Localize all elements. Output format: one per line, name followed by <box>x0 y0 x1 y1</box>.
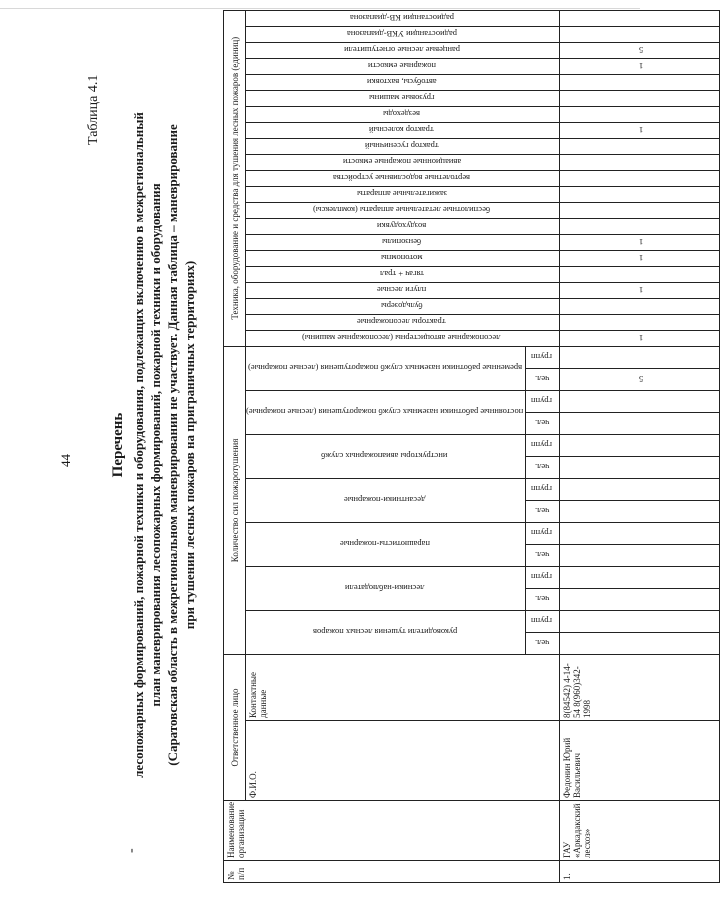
table-number: Таблица 4.1 <box>86 74 101 145</box>
header-num: № п/п <box>224 861 560 883</box>
forces-col-3: десантники-пожарные <box>246 479 526 523</box>
header-org: Наименование организации <box>224 801 560 861</box>
forces-col-6: временные работники наземных служб пожаротушения (лесные пожарные) <box>246 346 526 390</box>
unit-grupp: групп <box>526 567 560 589</box>
header-fio: Ф.И.О. <box>246 721 560 801</box>
forces-value-10 <box>560 413 720 435</box>
title-line-2: план маневрирования лесопожарных формирований, пожарной техники и оборудования <box>148 183 163 707</box>
equipment-value-4 <box>560 266 720 282</box>
equipment-value-0: 1 <box>560 330 720 346</box>
row-num: 1. <box>560 861 720 883</box>
row-org: ГАУ «Аркадакский лесхоз» <box>560 801 720 861</box>
unit-chel: чел. <box>526 545 560 567</box>
unit-grupp: групп <box>526 346 560 368</box>
equipment-col-12: трактор гусеничный <box>246 138 560 154</box>
equipment-value-8 <box>560 202 720 218</box>
equipment-value-16 <box>560 74 720 90</box>
equipment-value-13: 1 <box>560 122 720 138</box>
forces-value-6 <box>560 501 720 523</box>
equipment-col-20: радиостанции КВ-диапазона <box>246 10 560 26</box>
forces-col-4: инструкторы авиапожарных служб <box>246 435 526 479</box>
row-contacts: 8(84542) 4-14-54 8(960)342-1998 <box>560 655 720 721</box>
equipment-col-11: авиационные пожарные емкости <box>246 154 560 170</box>
forces-value-11 <box>560 391 720 413</box>
forces-value-13 <box>560 346 720 368</box>
unit-grupp: групп <box>526 611 560 633</box>
equipment-col-17: пожарные емкости <box>246 58 560 74</box>
equipment-col-9: зажигательные аппараты <box>246 186 560 202</box>
equipment-value-1 <box>560 314 720 330</box>
equipment-value-3: 1 <box>560 282 720 298</box>
equipment-value-18: 5 <box>560 42 720 58</box>
forces-value-7 <box>560 479 720 501</box>
unit-grupp: групп <box>526 435 560 457</box>
equipment-col-6: бензопилы <box>246 234 560 250</box>
equipment-value-20 <box>560 10 720 26</box>
forces-value-3 <box>560 567 720 589</box>
unit-chel: чел. <box>526 457 560 479</box>
equipment-value-17: 1 <box>560 58 720 74</box>
title-line-0: Перечень <box>110 412 126 478</box>
equipment-value-7 <box>560 218 720 234</box>
equipment-col-3: плуги лесные <box>246 282 560 298</box>
equipment-value-6: 1 <box>560 234 720 250</box>
unit-chel: чел. <box>526 501 560 523</box>
unit-chel: чел. <box>526 589 560 611</box>
equipment-col-0: лесопожарные автоцистерны (лесопожарные машины) <box>246 330 560 346</box>
forces-value-9 <box>560 435 720 457</box>
forces-col-5: постоянные работники наземных служб пожаротушения (лесные пожарные) <box>246 391 526 435</box>
equipment-table <box>223 10 720 883</box>
header-responsible: Ответственное лицо <box>224 655 246 801</box>
forces-col-1: лесники-наблюдатели <box>246 567 526 611</box>
header-contacts: Контактные данные <box>246 655 560 721</box>
forces-value-0 <box>560 633 720 655</box>
equipment-value-5: 1 <box>560 250 720 266</box>
equipment-col-16: автобусы, вахтовки <box>246 74 560 90</box>
forces-value-1 <box>560 611 720 633</box>
forces-value-8 <box>560 457 720 479</box>
equipment-col-19: радиостанции УКВ-диапазона <box>246 26 560 42</box>
header-forces: Количество сил пожаротушения <box>224 346 246 654</box>
equipment-value-15 <box>560 90 720 106</box>
equipment-value-9 <box>560 186 720 202</box>
equipment-col-7: воздуходувки <box>246 218 560 234</box>
equipment-col-4: тягач + трал <box>246 266 560 282</box>
equipment-col-2: бульдозеры <box>246 298 560 314</box>
equipment-col-18: ранцевые лесные огнетушители <box>246 42 560 58</box>
forces-value-2 <box>560 589 720 611</box>
forces-value-12: 5 <box>560 369 720 391</box>
forces-value-5 <box>560 523 720 545</box>
equipment-value-2 <box>560 298 720 314</box>
title-line-1: лесопожарных формирований, пожарной техники и оборудования, подлежащих включению в межрегиональный <box>131 112 146 778</box>
title-line-4: при тушении лесных пожаров на приграничных территориях) <box>182 260 197 630</box>
unit-chel: чел. <box>526 369 560 391</box>
unit-chel: чел. <box>526 413 560 435</box>
row-fio: Федонин Юрий Васильевич <box>560 721 720 801</box>
equipment-value-10 <box>560 170 720 186</box>
title-line-3: (Саратовская область в межрегиональном маневрировании не участвует. Данная таблица – маневрирование <box>165 124 180 766</box>
equipment-col-10: вертолетные водосливные устройства <box>246 170 560 186</box>
equipment-value-19 <box>560 26 720 42</box>
unit-grupp: групп <box>526 523 560 545</box>
equipment-value-11 <box>560 154 720 170</box>
equipment-col-1: тракторы лесопожарные <box>246 314 560 330</box>
unit-grupp: групп <box>526 391 560 413</box>
equipment-col-5: мотопомпы <box>246 250 560 266</box>
equipment-value-12 <box>560 138 720 154</box>
header-equipment: Техника, оборудование и средства для тушения лесных пожаров (единиц) <box>224 10 246 346</box>
equipment-col-8: беспилотные летательные аппараты (комплексы) <box>246 202 560 218</box>
equipment-col-15: грузовые машины <box>246 90 560 106</box>
equipment-col-13: трактор колесный <box>246 122 560 138</box>
forces-col-2: парашютисты-пожарные <box>246 523 526 567</box>
unit-chel: чел. <box>526 633 560 655</box>
forces-value-4 <box>560 545 720 567</box>
unit-grupp: групп <box>526 479 560 501</box>
equipment-col-14: вездеходы <box>246 106 560 122</box>
page-number: 44 <box>58 454 73 467</box>
margin-mark: - <box>124 848 139 853</box>
forces-col-0: руководители тушения лесных пожаров <box>246 611 526 655</box>
equipment-value-14 <box>560 106 720 122</box>
